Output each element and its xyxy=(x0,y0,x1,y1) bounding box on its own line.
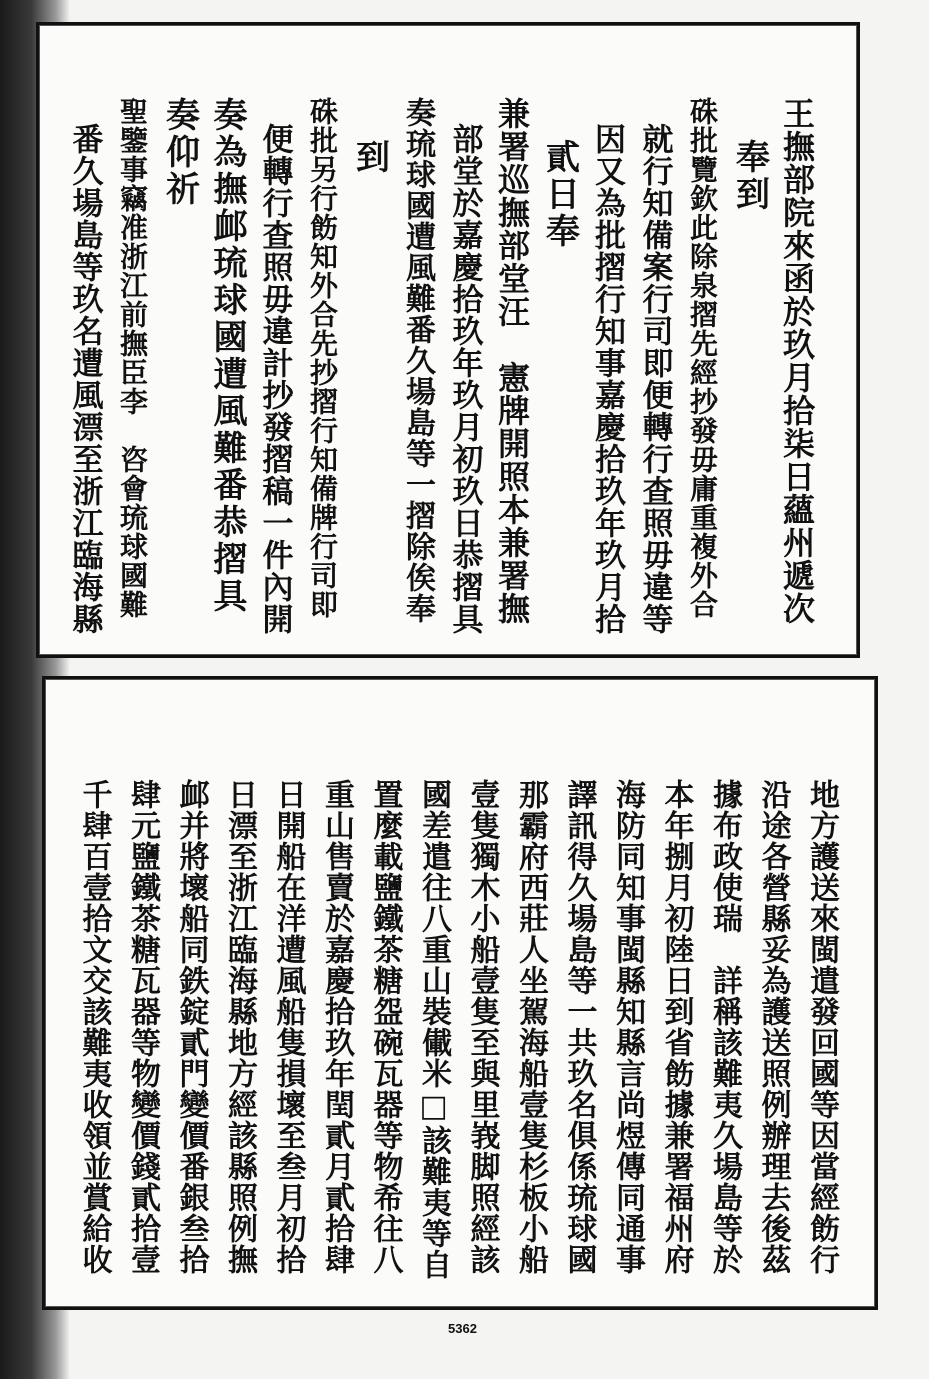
text-column: 到 xyxy=(349,139,390,176)
text-column: 據布政使瑞 詳稱該難夷久場島等於 xyxy=(707,779,742,1275)
top-document-panel xyxy=(36,22,860,658)
text-column: 日開船在洋遭風船隻損壞至叁月初拾 xyxy=(270,779,306,1275)
text-column: 置麼載鹽鐵茶糖盌碗瓦器等物希往八 xyxy=(367,779,403,1275)
text-column: 本年捌月初陸日到省飭據兼署福州府 xyxy=(658,779,694,1275)
text-column: 因又為批摺行知事嘉慶拾玖年玖月拾 xyxy=(589,123,625,635)
text-column: 貳日奉 xyxy=(539,139,580,250)
text-column: 奏仰祈 xyxy=(159,97,200,208)
text-column: 硃批另行飭知外合先抄摺行知備牌行司即 xyxy=(306,97,339,619)
text-column: 壹隻獨木小船壹隻至與里峩脚照經該 xyxy=(464,779,500,1275)
text-column: 日漂至浙江臨海縣地方經該縣照例撫 xyxy=(222,779,257,1275)
text-column: 便轉行查照毋違計抄發摺稿一件內開 xyxy=(256,123,293,635)
text-column: 沿途各營縣妥為護送照例辦理去後茲 xyxy=(755,779,791,1275)
text-column: 奏琉球國遭風難番久場島等一摺除俟奉 xyxy=(400,97,435,624)
text-column: 地方護送來閩遣發回國等因當經飭行 xyxy=(804,779,839,1275)
text-column: 王撫部院來函於玖月拾柒日蘊州遞次 xyxy=(778,97,816,625)
text-column: 番久場島等玖名遭風漂至浙江臨海縣 xyxy=(66,123,103,635)
text-column: 奉到 xyxy=(729,139,770,213)
text-column: 聖鑒事竊准浙江前撫臣李 咨會琉球國難 xyxy=(116,97,149,619)
text-column: 重山售賣於嘉慶拾玖年閏貳月貳拾肆 xyxy=(319,779,354,1275)
text-column: 奏為撫䘏琉球國遭風難番恭摺具 xyxy=(207,97,247,615)
text-column: 肆元鹽鐵茶糖瓦器等物變價錢貳拾壹 xyxy=(125,779,160,1275)
text-column: 那霸府西莊人坐駕海船壹隻杉板小船 xyxy=(513,779,548,1275)
text-column: 千肆百壹拾文交該難夷收領並賞給收 xyxy=(76,779,112,1275)
text-column: 譯訊得久場島等一共玖名俱係琉球國 xyxy=(561,779,597,1275)
bottom-document-panel xyxy=(42,676,878,1310)
page-number: 5362 xyxy=(448,1321,477,1336)
text-column: 國差遣往八重山裝儎米□該難夷等自 xyxy=(416,779,451,1280)
text-column: 䘏并將壞船同鉄錠貳門變價番銀叁拾 xyxy=(173,779,209,1275)
text-column: 兼署巡撫部堂汪 憲牌開照本兼署撫 xyxy=(493,97,531,625)
text-column: 硃批覽欽此除泉摺先經抄發毋庸重複外合 xyxy=(686,97,719,619)
text-column: 海防同知事閩縣知縣言尚煜傳同通事 xyxy=(610,779,645,1275)
text-column: 部堂於嘉慶拾玖年玖月初玖日恭摺具 xyxy=(446,123,483,635)
text-column: 就行知備案行司即便轉行查照毋違等 xyxy=(636,123,673,635)
